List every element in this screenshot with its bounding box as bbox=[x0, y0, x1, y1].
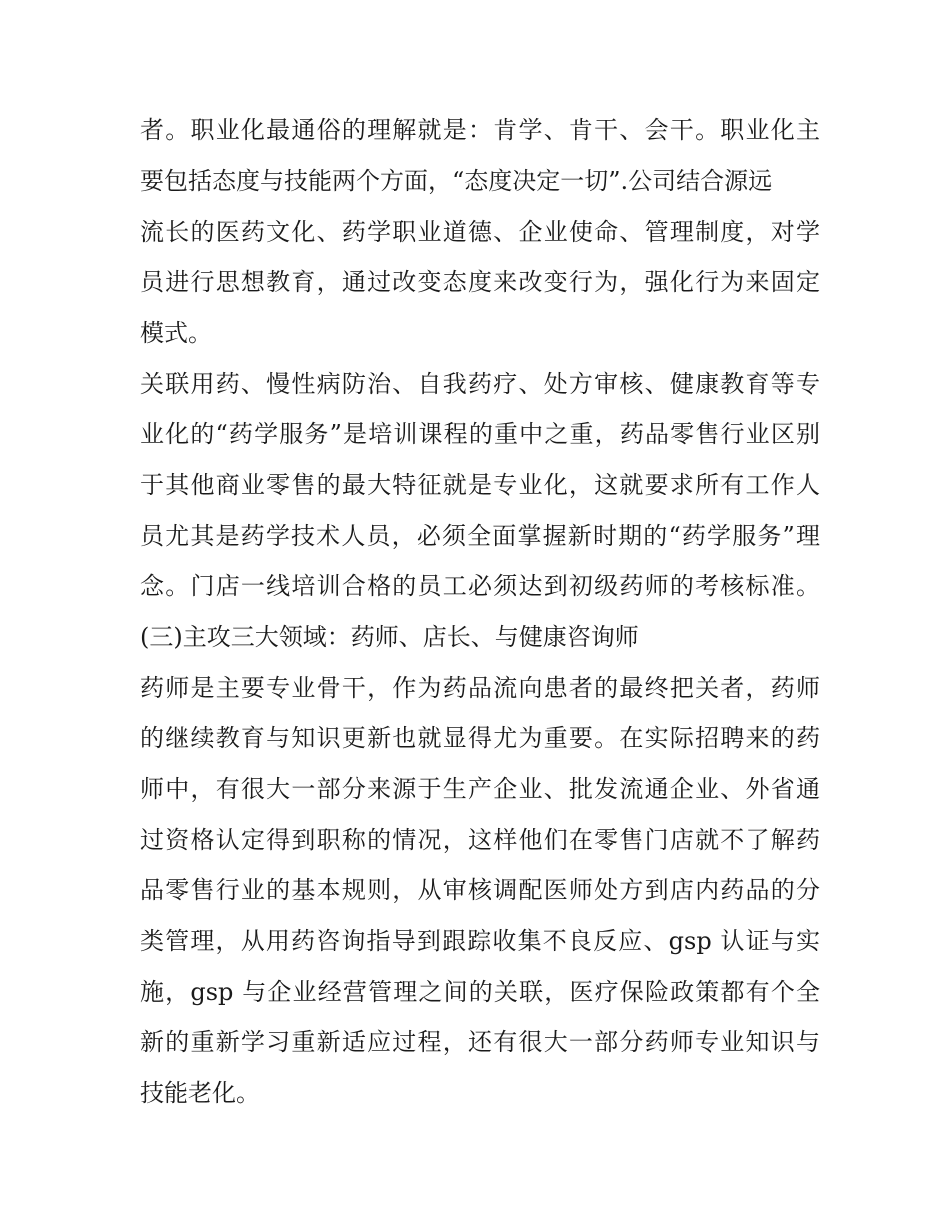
text-line: 过资格认定得到职称的情况，这样他们在零售门店就不了解药 bbox=[140, 826, 820, 854]
text-line: 者。职业化最通俗的理解就是：肯学、肯干、会干。职业化主 bbox=[140, 116, 820, 144]
section-heading: (三)主攻三大领域：药师、店长、与健康咨询师 bbox=[140, 623, 639, 651]
text-line: 药师是主要专业骨干，作为药品流向患者的最终把关者，药师 bbox=[140, 674, 820, 702]
text-line: 模式。 bbox=[140, 319, 212, 347]
text-line: 新的重新学习重新适应过程，还有很大一部分药师专业知识与 bbox=[140, 1028, 820, 1056]
text-line: 的继续教育与知识更新也就显得尤为重要。在实际招聘来的药 bbox=[140, 724, 820, 752]
text-line: 施，gsp 与企业经营管理之间的关联，医疗保险政策都有个全 bbox=[140, 978, 820, 1006]
text-line: 要包括态度与技能两个方面，“态度决定一切”.公司结合源远 bbox=[140, 167, 773, 195]
text-line: 技能老化。 bbox=[140, 1079, 260, 1107]
text-line: 关联用药、慢性病防治、自我药疗、处方审核、健康教育等专 bbox=[140, 370, 820, 398]
text-line: 员进行思想教育，通过改变态度来改变行为，强化行为来固定 bbox=[140, 268, 820, 296]
text-line: 流长的医药文化、药学职业道德、企业使命、管理制度，对学 bbox=[140, 218, 820, 246]
text-line: 师中，有很大一部分来源于生产企业、批发流通企业、外省通 bbox=[140, 775, 820, 803]
text-line: 念。门店一线培训合格的员工必须达到初级药师的考核标准。 bbox=[140, 572, 820, 600]
text-line: 业化的“药学服务”是培训课程的重中之重，药品零售行业区别 bbox=[140, 420, 820, 448]
text-line: 于其他商业零售的最大特征就是专业化，这就要求所有工作人 bbox=[140, 471, 820, 499]
text-line: 品零售行业的基本规则，从审核调配医师处方到店内药品的分 bbox=[140, 876, 820, 904]
text-line: 员尤其是药学技术人员，必须全面掌握新时期的“药学服务”理 bbox=[140, 522, 820, 550]
text-line: 类管理，从用药咨询指导到跟踪收集不良反应、gsp 认证与实 bbox=[140, 927, 820, 955]
